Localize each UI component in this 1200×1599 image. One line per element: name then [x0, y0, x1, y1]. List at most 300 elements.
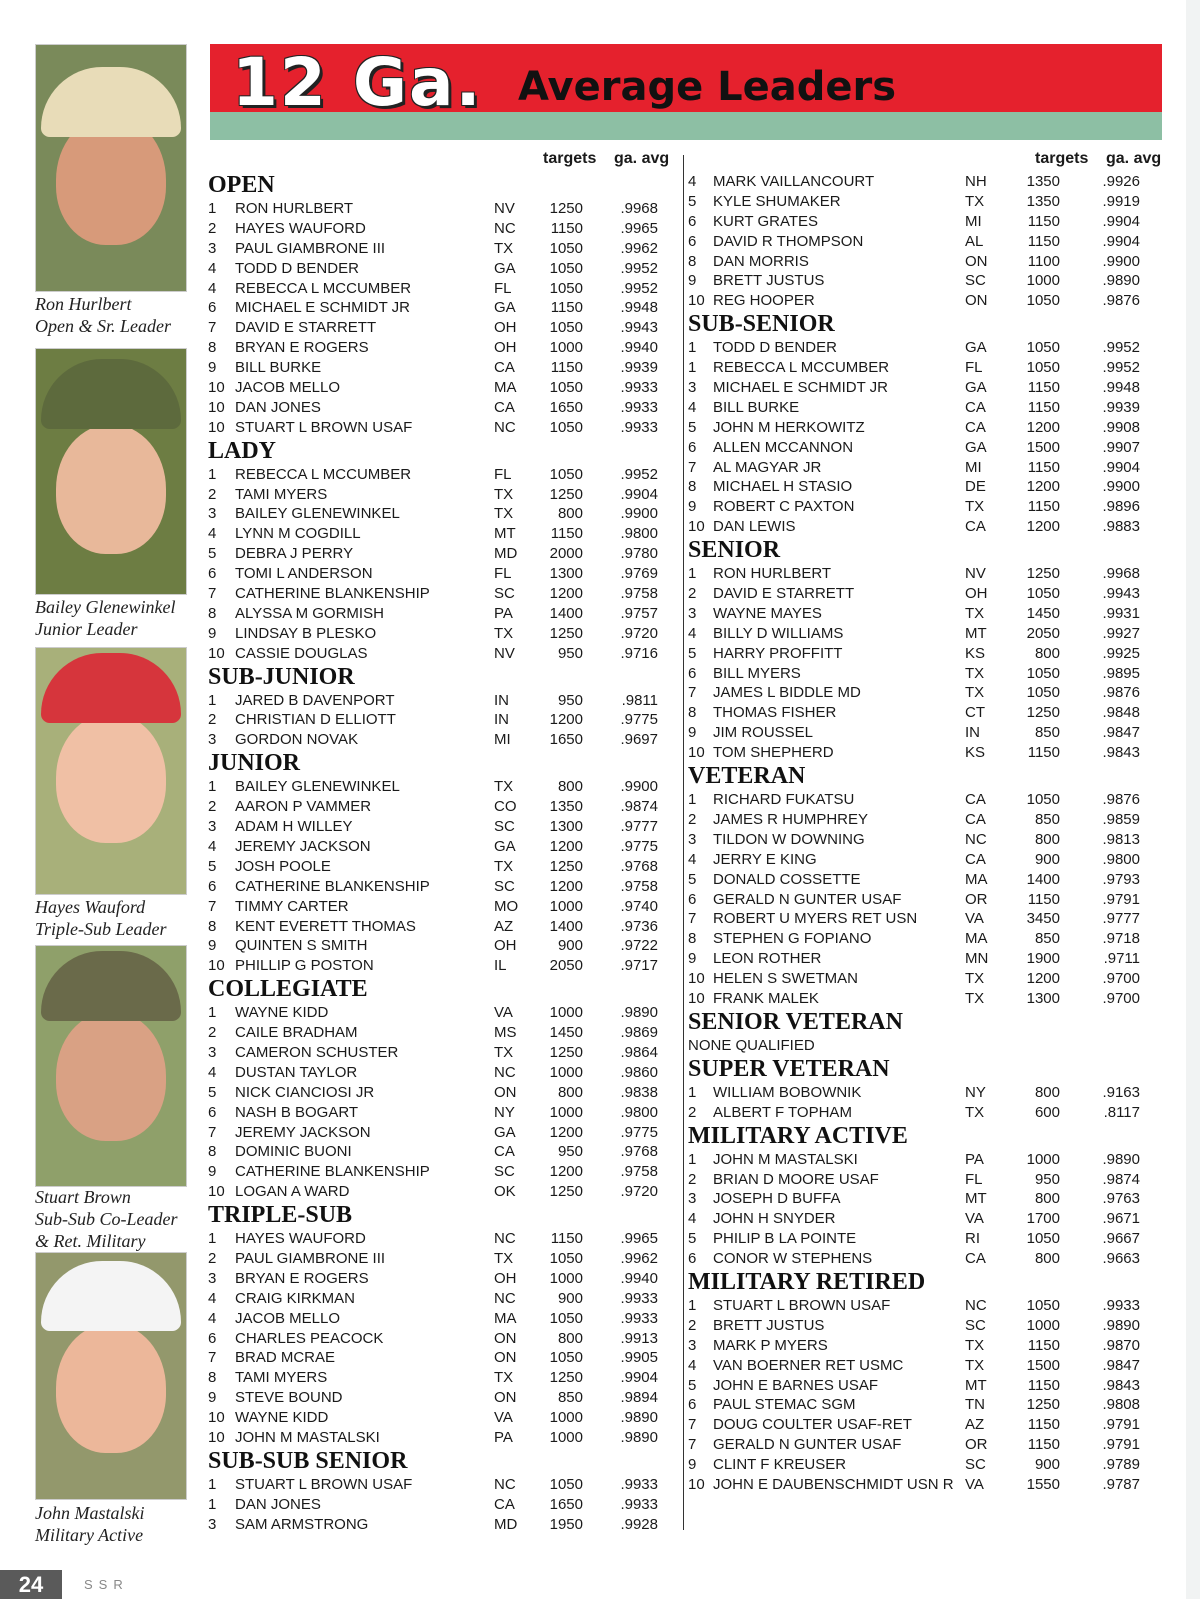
table-row — [208, 917, 678, 937]
shooter-name: CHRISTIAN D ELLIOTT — [235, 711, 396, 729]
shooter-name: TOMI L ANDERSON — [235, 565, 373, 583]
average: .9791 — [1102, 890, 1140, 908]
shooter-name: PAUL GIAMBRONE III — [235, 1249, 386, 1267]
table-row — [688, 1435, 1168, 1455]
targets: 1150 — [1027, 212, 1060, 230]
shooter-name: TAMI MYERS — [235, 485, 328, 503]
table-row — [208, 857, 678, 877]
average: .9757 — [620, 604, 658, 622]
targets: 1200 — [549, 877, 583, 895]
average: .9939 — [620, 359, 658, 377]
targets: 1250 — [549, 624, 583, 642]
table-row — [208, 1428, 678, 1448]
average: .9940 — [620, 339, 658, 357]
table-row — [208, 1329, 678, 1349]
rank: 1 — [208, 778, 217, 796]
shooter-name: JOHN M HERKOWITZ — [713, 418, 865, 436]
targets: 1050 — [549, 259, 583, 277]
table-row — [688, 378, 1168, 398]
table-row — [688, 1415, 1168, 1435]
section-title: SUPER VETERAN — [688, 1055, 890, 1082]
rank: 10 — [208, 398, 225, 416]
targets: 1000 — [549, 1063, 583, 1081]
state: AL — [965, 232, 984, 250]
header-average: ga. avg — [1106, 150, 1162, 167]
rank: 5 — [688, 1376, 697, 1394]
state: MA — [965, 870, 988, 888]
state: MI — [494, 731, 511, 749]
table-row — [688, 458, 1168, 478]
photo-stuart-brown — [35, 945, 187, 1187]
rank: 10 — [208, 379, 225, 397]
average: .9716 — [620, 644, 658, 662]
average: .9870 — [1102, 1336, 1140, 1354]
targets: 1500 — [1026, 438, 1060, 456]
average: .9720 — [620, 624, 658, 642]
table-row — [688, 1316, 1168, 1336]
state: OH — [965, 585, 988, 603]
table-row — [208, 644, 678, 664]
average: .9847 — [1102, 1356, 1140, 1374]
state: NC — [965, 1296, 987, 1314]
targets: 1400 — [1026, 870, 1060, 888]
shooter-name: CHARLES PEACOCK — [235, 1329, 384, 1347]
shooter-name: WAYNE MAYES — [713, 604, 822, 622]
average: .9777 — [620, 818, 658, 836]
state: SC — [965, 1456, 986, 1474]
state: AZ — [965, 1416, 985, 1434]
table-row — [208, 1495, 678, 1515]
table-row — [208, 1368, 678, 1388]
rank: 4 — [688, 398, 697, 416]
average: .9813 — [1102, 830, 1140, 848]
average: .9965 — [620, 1230, 658, 1248]
state: TN — [965, 1396, 985, 1414]
average: .9900 — [620, 778, 658, 796]
table-row — [208, 1103, 678, 1123]
table-row — [208, 837, 678, 857]
shooter-name: ADAM H WILLEY — [235, 818, 353, 836]
state: TX — [965, 498, 985, 516]
average: .9793 — [1102, 870, 1140, 888]
targets: 800 — [557, 1083, 583, 1101]
average: .9895 — [1102, 664, 1140, 682]
table-row — [208, 624, 678, 644]
state: SC — [494, 1163, 515, 1181]
rank: 7 — [688, 1436, 697, 1454]
targets: 1000 — [549, 1428, 583, 1446]
targets: 1200 — [549, 837, 583, 855]
targets: 1050 — [549, 418, 583, 436]
state: CO — [494, 798, 517, 816]
average: .9768 — [620, 1143, 658, 1161]
rank: 10 — [208, 957, 225, 975]
targets: 1650 — [549, 1495, 583, 1513]
targets: 1000 — [549, 1004, 583, 1022]
targets: 1450 — [1026, 604, 1060, 622]
targets: 1050 — [549, 1349, 583, 1367]
shooter-name: ALLEN MCCANNON — [713, 438, 854, 456]
targets: 1200 — [549, 1123, 583, 1141]
shooter-name: ALYSSA M GORMISH — [235, 604, 384, 622]
average: .9700 — [1102, 989, 1140, 1007]
state: CA — [494, 1495, 515, 1513]
section-title: VETERAN — [688, 763, 806, 790]
rank: 2 — [688, 1103, 697, 1121]
targets: 1150 — [1027, 498, 1060, 516]
average: .9789 — [1102, 1456, 1140, 1474]
shooter-name: MICHAEL E SCHMIDT JR — [235, 299, 411, 317]
targets: 1400 — [549, 604, 583, 622]
shooter-name: BAILEY GLENEWINKEL — [235, 505, 400, 523]
table-row — [208, 897, 678, 917]
table-row — [688, 1150, 1168, 1170]
shooter-name: DAVID E STARRETT — [713, 585, 855, 603]
state: TX — [494, 505, 514, 523]
table-row — [688, 790, 1168, 810]
targets: 1250 — [549, 1369, 583, 1387]
targets: 850 — [1034, 810, 1060, 828]
table-row — [688, 1455, 1168, 1475]
state: NC — [494, 1230, 516, 1248]
shooter-name: BILL MYERS — [713, 664, 801, 682]
targets: 1150 — [550, 219, 583, 237]
table-row — [208, 777, 678, 797]
table-row — [688, 969, 1168, 989]
state: TX — [965, 970, 985, 988]
table-row — [208, 398, 678, 418]
average: .9718 — [1102, 930, 1140, 948]
targets: 1000 — [1026, 1150, 1060, 1168]
shooter-name: DOMINIC BUONI — [235, 1143, 352, 1161]
state: CA — [494, 359, 515, 377]
table-row — [688, 1249, 1168, 1269]
targets: 1350 — [1026, 173, 1060, 190]
state: TX — [494, 624, 514, 642]
targets: 1050 — [549, 1309, 583, 1327]
shooter-name: DOUG COULTER USAF-RET — [713, 1416, 912, 1434]
shooter-name: DONALD COSSETTE — [713, 870, 861, 888]
table-row — [688, 830, 1168, 850]
rank: 3 — [208, 239, 217, 257]
shooter-name: BILL BURKE — [235, 359, 322, 377]
average: .9811 — [621, 691, 658, 709]
rank: 5 — [688, 644, 697, 662]
page-number: 24 — [0, 1570, 62, 1599]
state: FL — [494, 279, 512, 297]
targets: 1300 — [549, 565, 583, 583]
targets: 1000 — [549, 1103, 583, 1121]
targets: 950 — [1034, 1170, 1060, 1188]
targets: 1050 — [549, 379, 583, 397]
state: ON — [494, 1329, 517, 1347]
average: .9904 — [1102, 458, 1140, 476]
rank: 8 — [688, 252, 697, 270]
rank: 8 — [688, 930, 697, 948]
rank: 8 — [688, 478, 697, 496]
table-row — [208, 358, 678, 378]
shooter-name: WAYNE KIDD — [235, 1409, 329, 1427]
rank: 9 — [688, 498, 697, 516]
average: .9904 — [1102, 232, 1140, 250]
state: MI — [965, 212, 982, 230]
targets: 900 — [1034, 850, 1060, 868]
state: TX — [494, 239, 514, 257]
state: MN — [965, 950, 989, 968]
table-row — [208, 1289, 678, 1309]
table-row — [208, 1083, 678, 1103]
rank: 9 — [208, 624, 217, 642]
caption-bailey-glenewinkel: Bailey Glenewinkel Junior Leader — [35, 597, 176, 639]
average: .9859 — [1102, 810, 1140, 828]
targets: 1150 — [550, 299, 583, 317]
state: NC — [494, 219, 516, 237]
average: .9927 — [1102, 624, 1140, 642]
shooter-name: SAM ARMSTRONG — [235, 1515, 369, 1533]
state: MO — [494, 897, 519, 915]
shooter-name: JACOB MELLO — [235, 1309, 341, 1327]
average: .9890 — [620, 1004, 658, 1022]
targets: 1250 — [549, 1183, 583, 1201]
table-row — [688, 1296, 1168, 1316]
state: NC — [494, 1063, 516, 1081]
title-gauge: 12 Ga. — [232, 44, 483, 121]
rank: 6 — [688, 212, 697, 230]
average: .9838 — [620, 1083, 658, 1101]
shooter-name: STUART L BROWN USAF — [713, 1296, 891, 1314]
table-row — [208, 1229, 678, 1249]
table-row — [688, 564, 1168, 584]
rank: 6 — [208, 565, 217, 583]
targets: 1250 — [1026, 1396, 1060, 1414]
targets: 1100 — [1027, 252, 1060, 270]
section-title: TRIPLE-SUB — [208, 1202, 353, 1229]
rank: 7 — [688, 910, 697, 928]
state: MS — [494, 1024, 517, 1042]
average: .9663 — [1102, 1250, 1140, 1268]
rank: 1 — [688, 359, 697, 377]
targets: 800 — [1034, 644, 1060, 662]
average: .9791 — [1102, 1436, 1140, 1454]
targets: 950 — [557, 1143, 583, 1161]
shooter-name: GORDON NOVAK — [235, 731, 359, 749]
shooter-name: RON HURLBERT — [235, 200, 354, 217]
average: .9968 — [620, 200, 658, 217]
section-title: MILITARY RETIRED — [688, 1268, 926, 1295]
shooter-name: JOHN M MASTALSKI — [235, 1428, 380, 1446]
column-divider — [683, 155, 684, 1530]
table-row — [208, 564, 678, 584]
state: TX — [965, 989, 985, 1007]
average: .9928 — [620, 1515, 658, 1533]
table-row — [688, 624, 1168, 644]
table-row — [688, 850, 1168, 870]
rank: 7 — [688, 684, 697, 702]
rank: 4 — [208, 1289, 217, 1307]
average: .9800 — [620, 525, 658, 543]
targets: 1000 — [549, 1409, 583, 1427]
table-row — [208, 1043, 678, 1063]
shooter-name: JEREMY JACKSON — [235, 1123, 371, 1141]
state: AZ — [494, 917, 514, 935]
shooter-name: STUART L BROWN USAF — [235, 1475, 413, 1493]
average: .9667 — [1102, 1230, 1140, 1248]
table-row — [688, 477, 1168, 497]
state: FL — [494, 565, 512, 583]
state: CA — [965, 398, 986, 416]
rank: 2 — [208, 1024, 217, 1042]
table-row — [688, 909, 1168, 929]
state: OR — [965, 890, 988, 908]
rank: 6 — [688, 232, 697, 250]
targets: 1150 — [550, 359, 583, 377]
average: .9939 — [1102, 398, 1140, 416]
rank: 10 — [688, 989, 705, 1007]
rank: 2 — [208, 1249, 217, 1267]
rank: 4 — [208, 837, 217, 855]
state: NY — [965, 1083, 986, 1101]
caption-john-mastalski: John Mastalski Military Active — [35, 1503, 145, 1545]
state: VA — [965, 1210, 984, 1228]
table-row — [208, 544, 678, 564]
table-row — [208, 259, 678, 279]
table-row — [688, 338, 1168, 358]
rank: 2 — [208, 798, 217, 816]
targets: 900 — [1034, 1456, 1060, 1474]
targets: 1650 — [549, 398, 583, 416]
targets: 2050 — [549, 957, 583, 975]
average: .9736 — [620, 917, 658, 935]
targets: 1050 — [1026, 664, 1060, 682]
average: .9763 — [1102, 1190, 1140, 1208]
shooter-name: BRIAN D MOORE USAF — [713, 1170, 879, 1188]
targets: 850 — [1034, 724, 1060, 742]
rank: 5 — [208, 1083, 217, 1101]
state: CA — [965, 810, 986, 828]
state: IN — [494, 711, 509, 729]
targets: 1050 — [1026, 1296, 1060, 1314]
targets: 1200 — [1026, 518, 1060, 536]
targets: 1150 — [1027, 398, 1060, 416]
rank: 10 — [688, 970, 705, 988]
average: .9720 — [620, 1183, 658, 1201]
table-row — [688, 497, 1168, 517]
rank: 5 — [208, 857, 217, 875]
average: .9890 — [1102, 1316, 1140, 1334]
shooter-name: REBECCA L MCCUMBER — [235, 279, 412, 297]
rank: 6 — [208, 1329, 217, 1347]
table-row — [208, 465, 678, 485]
targets: 1050 — [1026, 1230, 1060, 1248]
state: NV — [494, 644, 515, 662]
state: CT — [965, 704, 985, 722]
rank: 7 — [208, 897, 217, 915]
left-column — [208, 150, 678, 1535]
table-row — [208, 524, 678, 544]
rank: 5 — [208, 545, 217, 563]
state: NH — [965, 173, 987, 190]
average: .9933 — [620, 1495, 658, 1513]
shooter-name: CRAIG KIRKMAN — [235, 1289, 356, 1307]
shooter-name: NASH B BOGART — [235, 1103, 359, 1121]
average: .9768 — [620, 857, 658, 875]
state: CA — [494, 398, 515, 416]
rank: 10 — [208, 1428, 225, 1446]
state: DE — [965, 478, 986, 496]
average: .9943 — [620, 319, 658, 337]
shooter-name: TAMI MYERS — [235, 1369, 328, 1387]
state: FL — [965, 1170, 983, 1188]
rank: 1 — [208, 1475, 217, 1493]
targets: 1650 — [549, 731, 583, 749]
shooter-name: AARON P VAMMER — [235, 798, 372, 816]
targets: 1150 — [1027, 1436, 1060, 1454]
average: .9163 — [1102, 1083, 1140, 1101]
state: TX — [494, 778, 514, 796]
state: IN — [494, 691, 509, 709]
rank: 5 — [688, 1230, 697, 1248]
header-targets: targets — [543, 150, 597, 167]
rank: 8 — [688, 704, 697, 722]
average: .9940 — [620, 1269, 658, 1287]
table-row — [688, 1170, 1168, 1190]
state: NC — [494, 1289, 516, 1307]
shooter-name: BRYAN E ROGERS — [235, 339, 369, 357]
average: .9933 — [620, 1475, 658, 1493]
average: .9948 — [1102, 379, 1140, 397]
average: .9775 — [620, 1123, 658, 1141]
targets: 1300 — [549, 818, 583, 836]
targets: 1150 — [1027, 379, 1060, 397]
state: TX — [494, 1369, 514, 1387]
targets: 1000 — [549, 897, 583, 915]
average: .9787 — [1102, 1475, 1140, 1493]
state: IN — [965, 724, 980, 742]
rank: 6 — [688, 1396, 697, 1414]
state: RI — [965, 1230, 980, 1248]
average: .9758 — [620, 877, 658, 895]
rank: 8 — [208, 339, 217, 357]
shooter-name: DAN JONES — [235, 1495, 321, 1513]
table-row — [688, 1356, 1168, 1376]
average: .9769 — [620, 565, 658, 583]
average: .9843 — [1102, 1376, 1140, 1394]
shooter-name: CATHERINE BLANKENSHIP — [235, 877, 430, 895]
table-row — [208, 485, 678, 505]
average: .9933 — [620, 418, 658, 436]
table-row — [688, 890, 1168, 910]
shooter-name: PHILLIP G POSTON — [235, 957, 374, 975]
average: .9717 — [620, 957, 658, 975]
right-column — [688, 150, 1168, 1495]
shooter-name: CONOR W STEPHENS — [713, 1250, 873, 1268]
targets: 1000 — [1026, 1316, 1060, 1334]
table-row — [208, 1123, 678, 1143]
table-row — [208, 817, 678, 837]
shooter-name: GERALD N GUNTER USAF — [713, 890, 902, 908]
state: TX — [965, 1336, 985, 1354]
state: GA — [494, 299, 516, 317]
state: GA — [965, 438, 987, 456]
targets: 1050 — [1026, 359, 1060, 377]
rank: 6 — [208, 877, 217, 895]
shooter-name: REBECCA L MCCUMBER — [235, 465, 412, 483]
targets: 1250 — [549, 857, 583, 875]
state: IL — [494, 957, 507, 975]
state: TX — [965, 604, 985, 622]
targets: 1050 — [1026, 684, 1060, 702]
shooter-name: DUSTAN TAYLOR — [235, 1063, 358, 1081]
